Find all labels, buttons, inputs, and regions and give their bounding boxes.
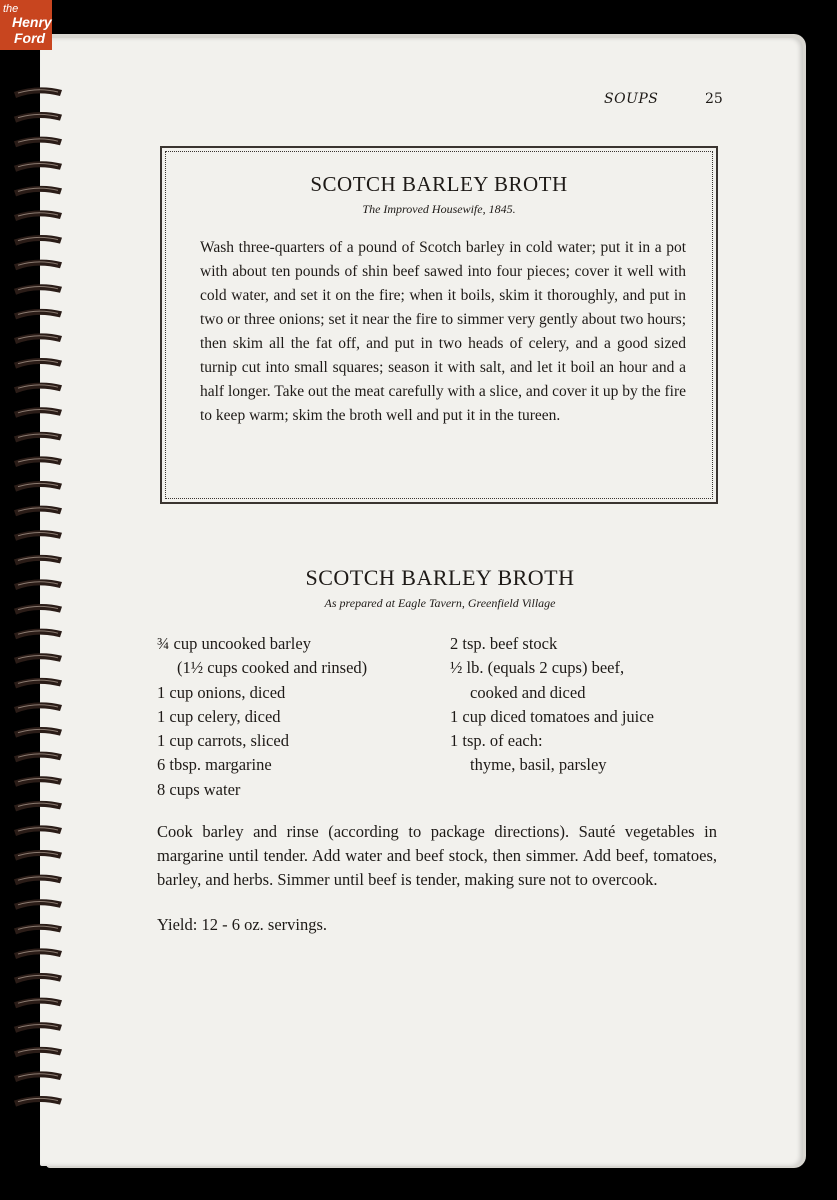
spiral-coil bbox=[14, 702, 62, 713]
spiral-coil bbox=[14, 801, 62, 812]
ingredient-item: ¾ cup uncooked barley bbox=[157, 634, 311, 653]
yield-text: Yield: 12 - 6 oz. servings. bbox=[157, 915, 328, 934]
modern-recipe-title: SCOTCH BARLEY BROTH bbox=[305, 565, 575, 590]
spiral-coil bbox=[14, 383, 62, 394]
spiral-coil bbox=[14, 752, 62, 763]
spiral-coil bbox=[14, 358, 62, 369]
spiral-coil bbox=[14, 260, 62, 271]
spiral-coil bbox=[14, 210, 62, 221]
spiral-coil bbox=[14, 924, 62, 935]
ingredients-right bbox=[450, 632, 654, 778]
ingredient-item: ½ lb. (equals 2 cups) beef, bbox=[450, 658, 625, 678]
historic-recipe-source: The Improved Housewife, 1845. bbox=[362, 202, 516, 216]
spiral-binding bbox=[0, 80, 80, 1130]
ingredient-item: (1½ cups cooked and rinsed) bbox=[177, 658, 368, 678]
spiral-coil bbox=[14, 678, 62, 689]
spiral-coil bbox=[14, 555, 62, 566]
spiral-coil bbox=[14, 579, 62, 590]
spiral-coil bbox=[14, 850, 62, 861]
spiral-coil bbox=[14, 653, 62, 664]
modern-recipe-source: As prepared at Eagle Tavern, Greenfield Village bbox=[324, 596, 556, 610]
spiral-coil bbox=[14, 604, 62, 615]
directions-text: Cook barley and rinse (according to package directions). Sauté vegetables in margarine until tender. Add water and beef stock, then simmer. Add beef, tomatoes, barley, and herbs. Simmer until beef is tender, making sure not to overcook. bbox=[157, 822, 717, 889]
ingredient-item: 6 tbsp. margarine bbox=[157, 755, 272, 775]
ingredient-item: 1 cup celery, diced bbox=[157, 706, 281, 726]
spiral-coil bbox=[14, 407, 62, 418]
page-number: 25 bbox=[705, 91, 723, 107]
spiral-coil bbox=[14, 875, 62, 886]
spiral-coil bbox=[14, 506, 62, 517]
ingredient-item: 1 cup diced tomatoes and juice bbox=[450, 706, 654, 726]
spiral-coil bbox=[14, 530, 62, 541]
spiral-coil bbox=[14, 973, 62, 984]
spiral-coil bbox=[14, 456, 62, 467]
ingredient-item: cooked and diced bbox=[470, 682, 586, 702]
spiral-coil bbox=[14, 333, 62, 344]
running-head: SOUPS bbox=[604, 91, 659, 107]
ingredient-item: 1 tsp. of each: bbox=[450, 731, 543, 751]
spiral-coil bbox=[14, 87, 62, 98]
spiral-coil bbox=[14, 998, 62, 1009]
spiral-coil bbox=[14, 629, 62, 640]
spiral-coil bbox=[14, 432, 62, 443]
ingredient-item: 2 tsp. beef stock bbox=[450, 634, 558, 653]
spiral-coil bbox=[14, 1047, 62, 1058]
spiral-coil bbox=[14, 161, 62, 172]
spiral-coil bbox=[14, 1022, 62, 1033]
spiral-coil bbox=[14, 948, 62, 959]
ingredient-item: thyme, basil, parsley bbox=[470, 755, 607, 775]
spiral-coil bbox=[14, 727, 62, 738]
spiral-coil bbox=[14, 309, 62, 320]
historic-recipe-text: Wash three-quarters of a pound of Scotch barley in cold water; put it in a pot with about ten pounds of shin beef sawed into four pieces; cover it well with cold water, and set it on the fire; when it boils, skim it thoroughly, and put in two or three onions; set it near the fire to simmer very gently about two hours; then skim all the fat off, and put in two heads of celery, and a good sized turnip cut into small squares; season it with salt, and let it boil an hour and a half longer. Take out the meat carefully with a slice, and cover it up by the fire to keep warm; skim the broth well and put it in the tureen. bbox=[200, 239, 686, 424]
spiral-coil bbox=[14, 1071, 62, 1082]
spiral-coil bbox=[14, 186, 62, 197]
spiral-coil bbox=[14, 112, 62, 123]
ingredient-item: 1 cup onions, diced bbox=[157, 682, 286, 702]
ingredient-item: 1 cup carrots, sliced bbox=[157, 731, 289, 751]
spiral-coil bbox=[14, 899, 62, 910]
spiral-coil bbox=[14, 776, 62, 787]
spiral-coil bbox=[14, 235, 62, 246]
spiral-coil bbox=[14, 284, 62, 295]
ingredient-item: 8 cups water bbox=[157, 779, 241, 799]
henry-ford-logo: the Henry Ford bbox=[0, 0, 52, 50]
spiral-coil bbox=[14, 1096, 62, 1107]
spiral-coil bbox=[14, 481, 62, 492]
spiral-coil bbox=[14, 137, 62, 148]
ingredients-left bbox=[157, 632, 367, 802]
historic-recipe-title: SCOTCH BARLEY BROTH bbox=[310, 172, 568, 196]
spiral-coil bbox=[14, 825, 62, 836]
